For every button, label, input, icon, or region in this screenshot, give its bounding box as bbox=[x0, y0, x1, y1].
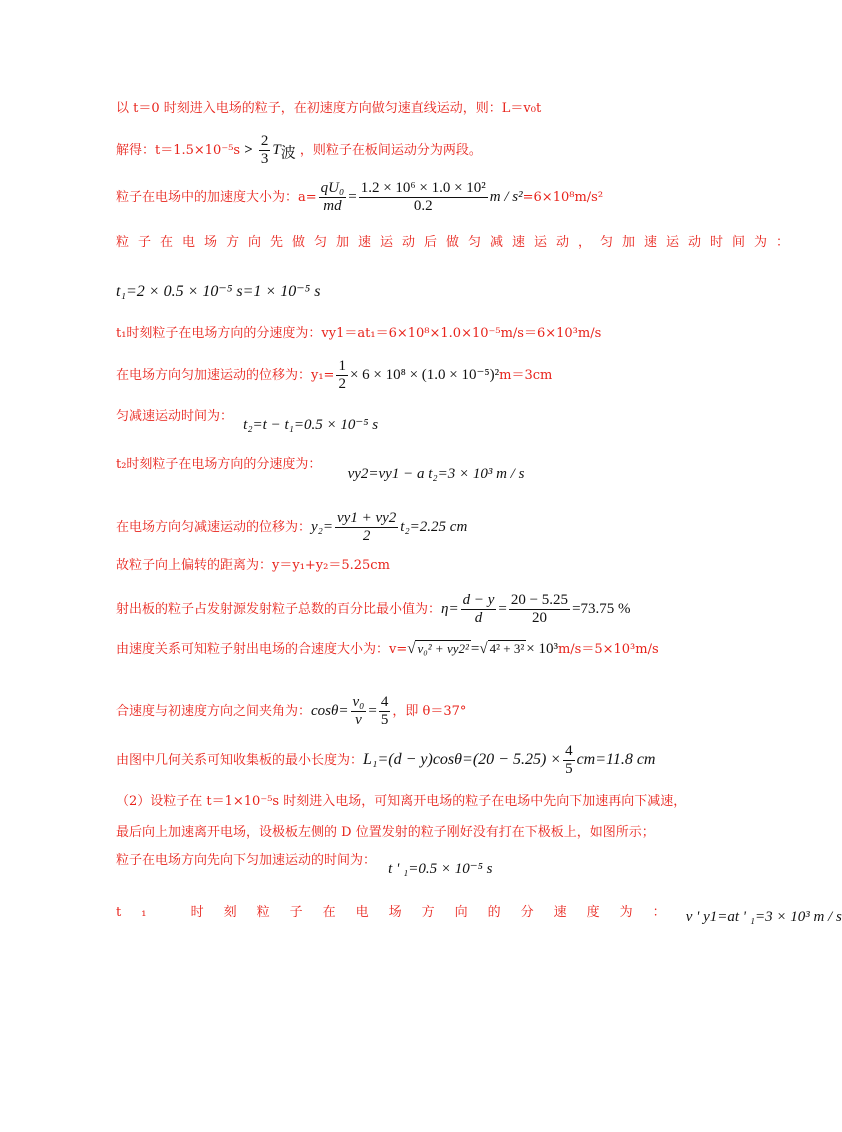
sqrt-symbol-1: √ bbox=[407, 641, 416, 657]
line-16-text: （2）设粒子在 t＝1×10⁻⁵s 时刻进入电场，可知离开电场的粒子在电场中先向下加速再向下减速， bbox=[116, 794, 687, 809]
line-10-rest: t₂=2.25 cm bbox=[400, 519, 468, 535]
line-19-prefix: t₁ 时刻粒子在电场方向的分速度为： bbox=[116, 905, 686, 920]
line-8-math: t₂=t − t₁=0.5 × 10⁻⁵ s bbox=[243, 417, 379, 433]
line-19-math: v ' y1=at ' ₁=3 × 10³ m / s bbox=[685, 909, 842, 925]
line-12-prefix: 射出板的粒子占发射源发射粒子总数的百分比最小值为： bbox=[116, 602, 442, 617]
line-2-prefix: 解得：t＝1.5×10⁻⁵s bbox=[116, 143, 241, 158]
equals-sign: = bbox=[348, 189, 357, 205]
fraction-numeric-2: $\frac{20 - 5.25}{20}$ bbox=[510, 592, 569, 626]
fraction-numeric: $\frac{\text{1.2 × 10⁶ × 1.0 × 10²}}{0.2}$ bbox=[360, 180, 486, 214]
line-14-prefix: 合速度与初速度方向之间夹角为： bbox=[116, 704, 312, 719]
line-13 bbox=[116, 642, 659, 657]
fraction-four-fifths: $\frac{4}{5}$ bbox=[380, 694, 389, 728]
sqrt-expression-2: 4² + 3² bbox=[489, 641, 525, 656]
line-2 bbox=[116, 134, 482, 167]
line-18-math: t ' ₁=0.5 × 10⁻⁵ s bbox=[388, 861, 493, 877]
equals-sign-3: = bbox=[470, 641, 480, 657]
line-11 bbox=[116, 559, 390, 572]
cos-theta: cosθ= bbox=[311, 703, 349, 719]
line-16 bbox=[116, 795, 686, 808]
line-12 bbox=[116, 593, 631, 626]
fraction-d-minus-y: $\frac{d - y}{d}$ bbox=[462, 592, 495, 626]
line-2-suffix: ，则粒子在板间运动分为两段。 bbox=[299, 143, 482, 158]
line-13-prefix: 由速度关系可知粒子射出电场的合速度大小为：v= bbox=[116, 642, 408, 657]
fraction-two-thirds: $\frac{2}{3}$ bbox=[260, 133, 269, 167]
line-4 bbox=[116, 236, 798, 249]
line-1-text: 以 t＝0 时刻进入电场的粒子，在初速度方向做匀速直线运动，则：L＝v₀t bbox=[116, 101, 542, 116]
line-5-math: t₁=2 × 0.5 × 10⁻⁵ s=1 × 10⁻⁵ s bbox=[116, 283, 321, 300]
fraction-four-fifths-2: $\frac{4}{5}$ bbox=[565, 743, 573, 777]
line-6-text: t₁时刻粒子在电场方向的分速度为：vy1＝at₁＝6×10⁸×1.0×10⁻⁵m/s＝6×10³m/s bbox=[116, 326, 602, 341]
eta-symbol: η= bbox=[441, 601, 459, 617]
fraction-velocity-average: $\frac{vy1 + vy2}{2}$ bbox=[337, 510, 397, 544]
line-18 bbox=[116, 853, 493, 877]
unit-acceleration: m / s² bbox=[489, 189, 523, 205]
line-15-math: L₁=(d − y)cosθ=(20 − 5.25) × bbox=[363, 751, 562, 768]
line-19 bbox=[116, 905, 842, 925]
equals-sign-2: = bbox=[498, 601, 507, 617]
line-10-y2: y₂= bbox=[311, 519, 334, 535]
line-8 bbox=[116, 409, 379, 433]
line-11-text: 故粒子向上偏转的距离为：y＝y₁+y₂＝5.25cm bbox=[116, 558, 390, 573]
line-9 bbox=[116, 457, 525, 482]
line-13-mult: × 10³ bbox=[526, 641, 558, 657]
greater-than-sign: > bbox=[244, 142, 253, 158]
fraction-one-half: $\frac{1}{2}$ bbox=[338, 358, 346, 392]
line-8-prefix: 匀减速运动时间为： bbox=[116, 409, 234, 424]
sqrt-symbol-2: √ bbox=[479, 641, 488, 657]
line-9-math: vy2=vy1 − a t₂=3 × 10³ m / s bbox=[347, 466, 525, 482]
line-7-suffix: m＝3cm bbox=[499, 368, 553, 383]
sqrt-expression-1: v₀² + vy2² bbox=[417, 641, 469, 656]
line-7-expression: × 6 × 10⁸ × (1.0 × 10⁻⁵)² bbox=[349, 367, 500, 383]
line-7-prefix: 在电场方向匀加速运动的位移为：y₁= bbox=[116, 368, 335, 383]
equals-sign-4: = bbox=[368, 703, 377, 719]
line-14 bbox=[116, 695, 466, 728]
line-18-prefix: 粒子在电场方向先向下匀加速运动的时间为： bbox=[116, 853, 377, 868]
period-subscript: 波 bbox=[280, 145, 296, 162]
line-10 bbox=[116, 511, 467, 544]
line-15-prefix: 由图中几何关系可知收集板的最小长度为： bbox=[116, 753, 364, 768]
line-5-t1 bbox=[116, 284, 320, 300]
line-4-text: 粒子在电场方向先做匀加速运动后做匀减速运动，匀加速运动时间为： bbox=[116, 235, 799, 250]
line-10-prefix: 在电场方向匀减速运动的位移为： bbox=[116, 520, 312, 535]
fraction-v0-v: $\frac{\text{v₀}}{v}$ bbox=[352, 694, 365, 728]
line-3-acceleration bbox=[116, 181, 603, 214]
line-15-rest: cm=11.8 cm bbox=[576, 751, 656, 768]
period-symbol: T bbox=[272, 142, 281, 158]
line-6 bbox=[116, 327, 601, 340]
line-15 bbox=[116, 744, 655, 777]
line-12-result: =73.75 % bbox=[572, 601, 631, 617]
line-17 bbox=[116, 826, 655, 839]
line-3-result: =6×10⁸m/s² bbox=[522, 190, 604, 205]
line-13-suffix: m/s＝5×10³m/s bbox=[557, 642, 659, 657]
line-1 bbox=[116, 102, 541, 115]
line-3-prefix: 粒子在电场中的加速度大小为：a= bbox=[116, 190, 317, 205]
line-9-prefix: t₂时刻粒子在电场方向的分速度为： bbox=[116, 457, 322, 472]
line-17-text: 最后向上加速离开电场，设极板左侧的 D 位置发射的粒子刚好没有打在下极板上，如图所示； bbox=[116, 825, 655, 840]
line-7 bbox=[116, 359, 552, 392]
line-14-suffix: ，即 θ＝37° bbox=[392, 704, 467, 719]
fraction-qu0-md: $\frac{\text{qU₀}}{md}$ bbox=[320, 180, 345, 214]
